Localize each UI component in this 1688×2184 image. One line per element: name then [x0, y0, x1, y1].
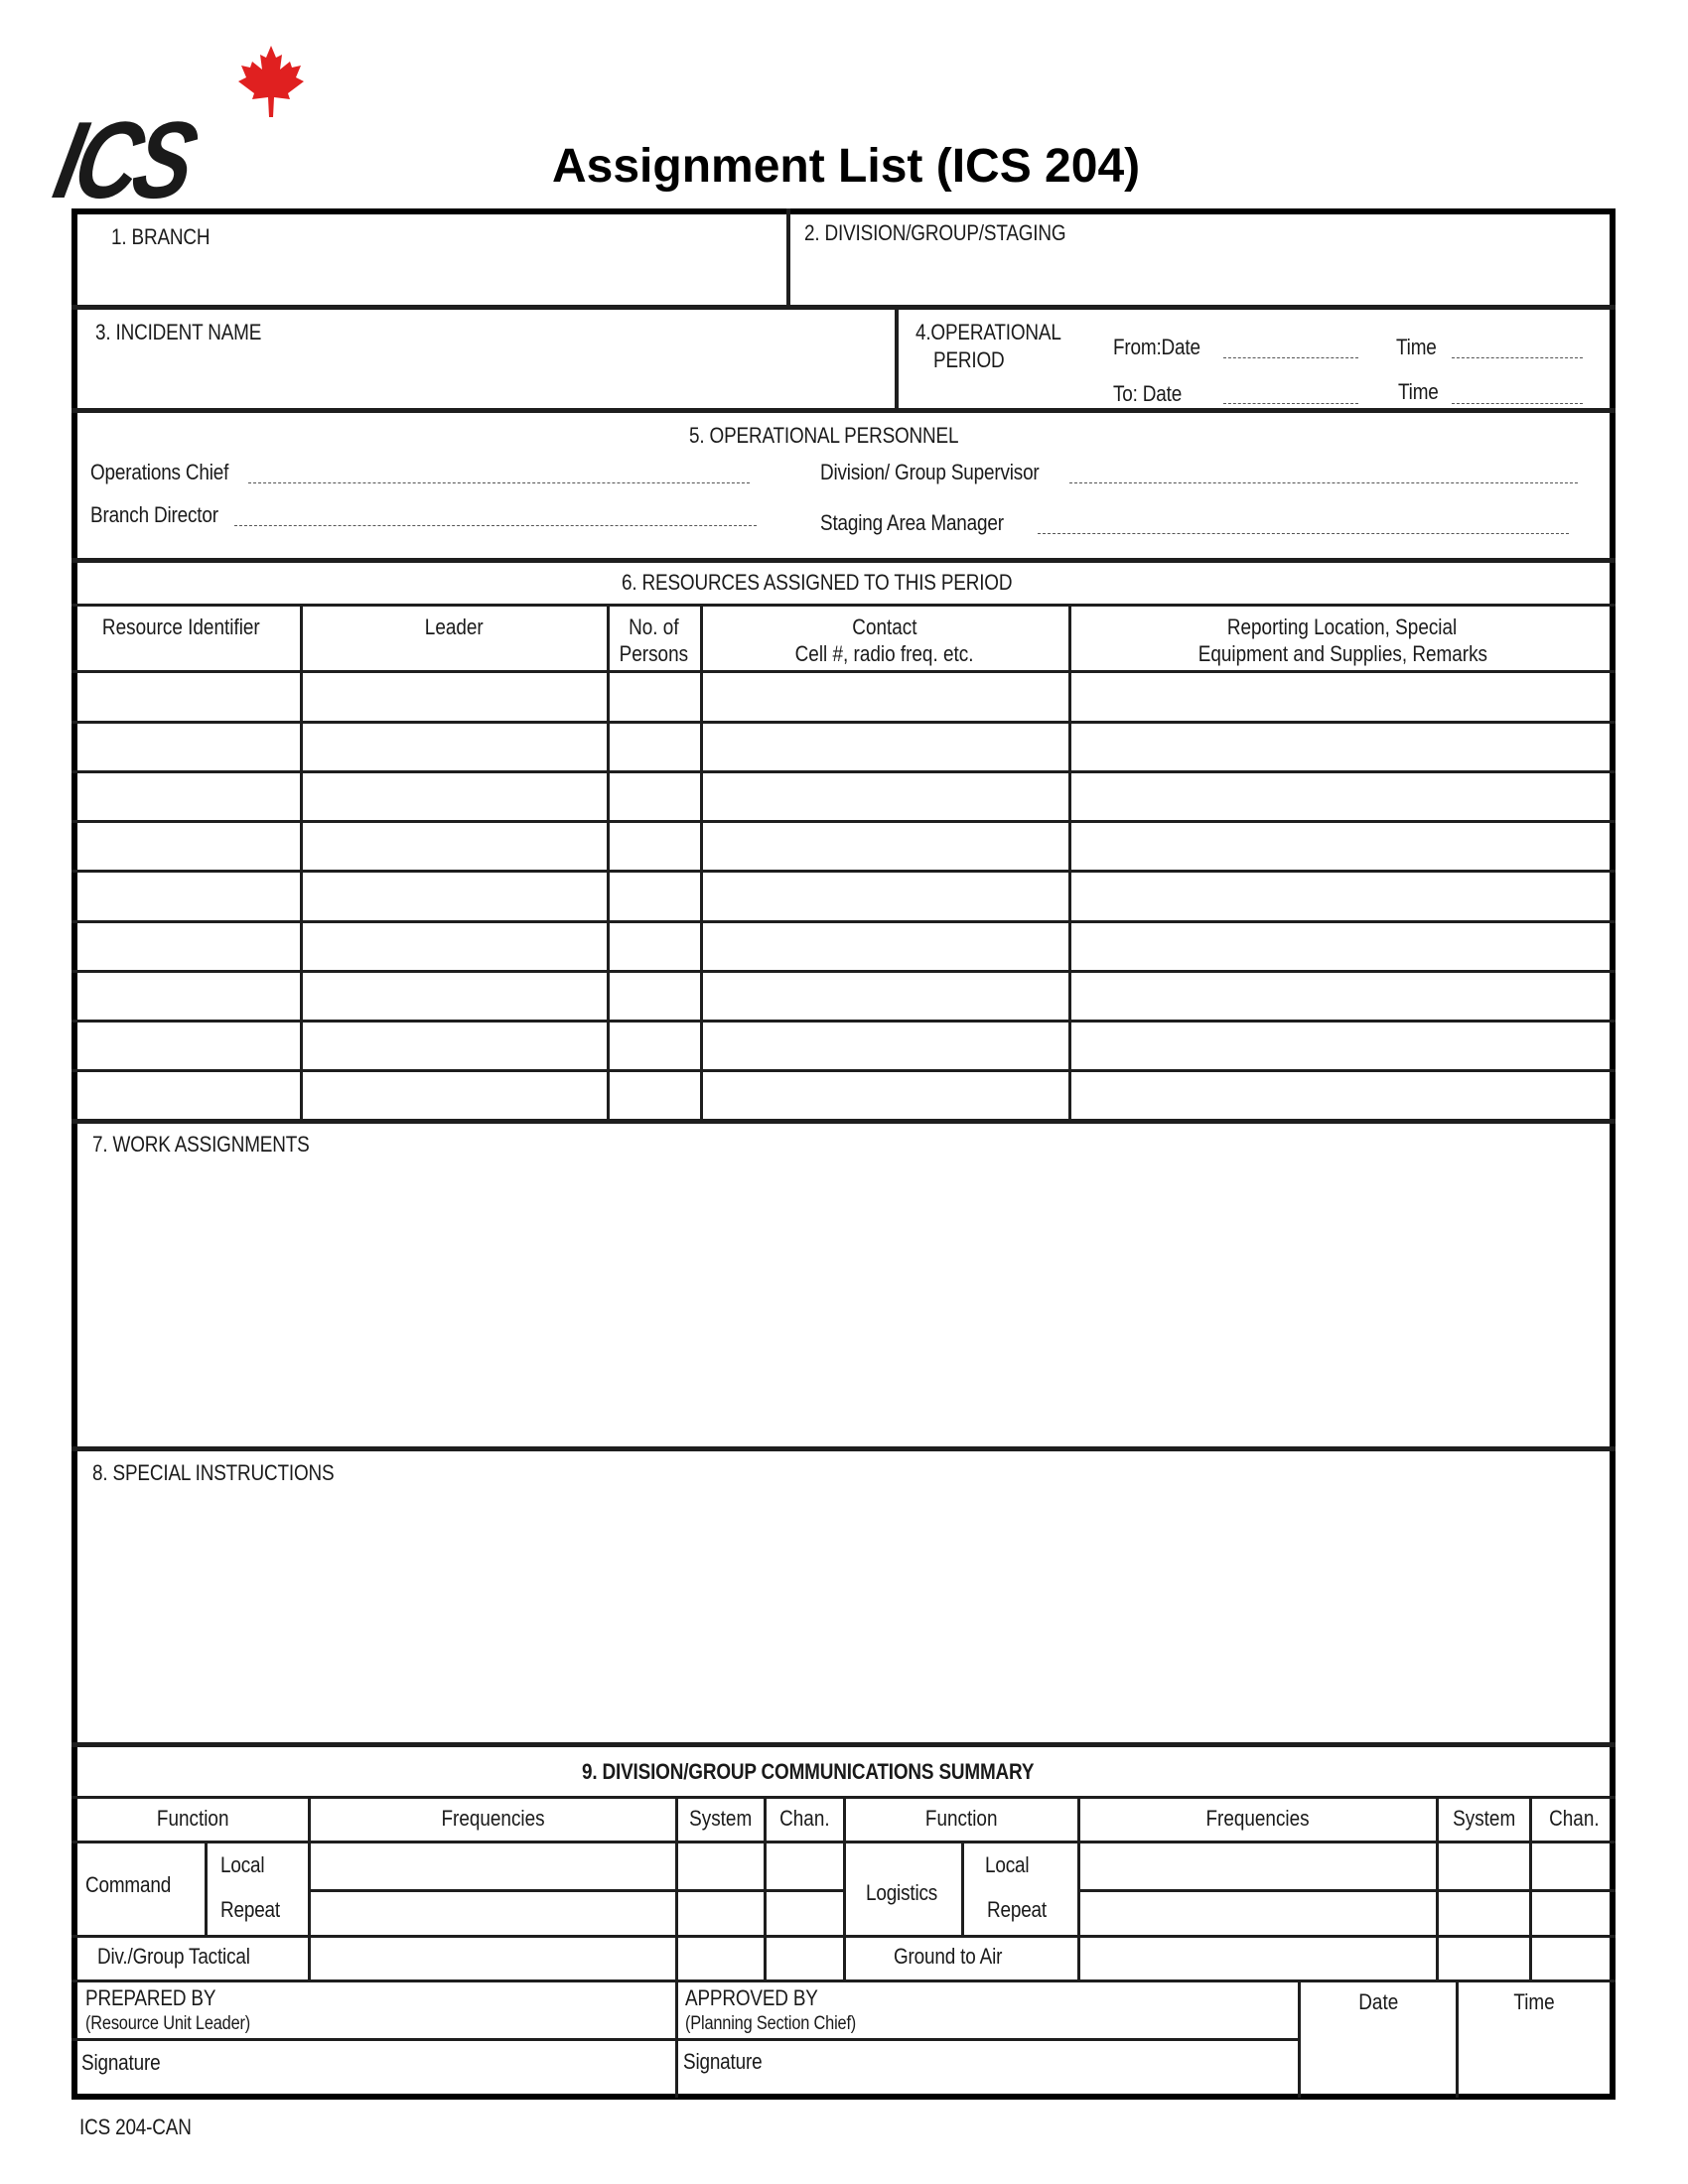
div-tactical-frequency[interactable]	[312, 1938, 675, 1979]
branch-director-field[interactable]	[234, 503, 757, 526]
divider	[71, 604, 1616, 607]
table-cell[interactable]	[302, 1072, 605, 1118]
table-cell[interactable]	[1070, 1072, 1606, 1118]
table-cell[interactable]	[609, 1072, 698, 1118]
col-resource-identifier: Resource Identifier	[101, 614, 260, 639]
divider	[895, 308, 899, 411]
command-repeat-frequency[interactable]	[312, 1892, 675, 1934]
special-instructions-label: 8. SPECIAL INSTRUCTIONS	[92, 1460, 335, 1485]
incident-name-label: 3. INCIDENT NAME	[95, 320, 262, 344]
table-cell[interactable]	[609, 973, 698, 1019]
table-cell[interactable]	[77, 674, 298, 720]
operational-period-label: 4.OPERATIONAL	[915, 320, 1061, 344]
table-cell[interactable]	[1070, 724, 1606, 769]
command-local-label: Local	[220, 1852, 265, 1877]
logistics-label: Logistics	[866, 1880, 938, 1905]
table-cell[interactable]	[1070, 923, 1606, 969]
maple-leaf-icon	[238, 46, 304, 117]
time-field[interactable]	[1461, 2020, 1610, 2094]
table-cell[interactable]	[302, 1023, 605, 1068]
division-group-staging-label: 2. DIVISION/GROUP/STAGING	[804, 220, 1066, 245]
resources-assigned-label: 6. RESOURCES ASSIGNED TO THIS PERIOD	[622, 570, 1013, 595]
prepared-by-label: PREPARED BY	[85, 1985, 216, 2010]
table-cell[interactable]	[1070, 773, 1606, 819]
to-time-label: Time	[1398, 379, 1439, 404]
table-cell[interactable]	[302, 773, 605, 819]
divider	[71, 305, 1616, 310]
table-cell[interactable]	[302, 873, 605, 918]
table-row	[77, 873, 1610, 918]
to-time-field[interactable]	[1452, 381, 1583, 404]
command-repeat-label: Repeat	[220, 1897, 280, 1922]
comms-frequencies-header-2: Frequencies	[1205, 1806, 1311, 1831]
logistics-local-label: Local	[985, 1852, 1030, 1877]
table-row	[77, 1023, 1610, 1068]
table-cell[interactable]	[1070, 674, 1606, 720]
divider	[71, 670, 1616, 673]
to-date-label: To: Date	[1113, 381, 1183, 406]
approved-by-label: APPROVED BY	[685, 1985, 818, 2010]
comms-chan-header: Chan.	[779, 1806, 830, 1831]
table-cell[interactable]	[702, 773, 1066, 819]
divider	[71, 558, 1616, 563]
comms-chan-header-2: Chan.	[1548, 1806, 1600, 1831]
divider	[71, 2038, 1300, 2041]
divider	[71, 408, 1616, 413]
work-assignments-field[interactable]	[79, 1161, 1609, 1444]
logistics-local-frequency[interactable]	[1081, 1844, 1436, 1888]
approved-by-role: (Planning Section Chief)	[685, 2013, 857, 2034]
prepared-by-role: (Resource Unit Leader)	[85, 2013, 251, 2034]
incident-name-field[interactable]	[79, 347, 889, 405]
to-date-field[interactable]	[1223, 381, 1358, 404]
table-row	[77, 973, 1610, 1019]
staging-manager-field[interactable]	[1038, 511, 1569, 534]
division-supervisor-label: Division/ Group Supervisor	[820, 460, 1040, 484]
table-cell[interactable]	[77, 923, 298, 969]
table-row	[77, 1072, 1610, 1118]
operational-period-label-2: PERIOD	[933, 347, 1005, 372]
division-group-staging-field[interactable]	[794, 248, 1609, 303]
command-label: Command	[85, 1872, 172, 1897]
page-title: Assignment List (ICS 204)	[552, 140, 1141, 193]
operations-chief-label: Operations Chief	[90, 460, 229, 484]
operations-chief-field[interactable]	[248, 461, 750, 483]
table-cell[interactable]	[1070, 1023, 1606, 1068]
table-cell[interactable]	[609, 873, 698, 918]
special-instructions-field[interactable]	[79, 1489, 1609, 1739]
table-cell[interactable]	[1070, 823, 1606, 869]
table-cell[interactable]	[609, 773, 698, 819]
division-supervisor-field[interactable]	[1069, 461, 1578, 483]
ground-to-air-label: Ground to Air	[894, 1944, 1003, 1969]
logistics-repeat-frequency[interactable]	[1081, 1892, 1436, 1934]
prepared-signature-label: Signature	[81, 2050, 161, 2075]
command-local-frequency[interactable]	[312, 1844, 675, 1888]
branch-label: 1. BRANCH	[111, 224, 211, 249]
table-cell[interactable]	[77, 823, 298, 869]
table-cell[interactable]	[702, 873, 1066, 918]
table-cell[interactable]	[77, 873, 298, 918]
approved-signature-label: Signature	[683, 2049, 763, 2074]
divider	[71, 1742, 1616, 1747]
comms-frequencies-header: Frequencies	[441, 1806, 545, 1831]
table-cell[interactable]	[302, 823, 605, 869]
from-date-label: From:Date	[1113, 335, 1200, 359]
divider	[786, 208, 790, 308]
operational-personnel-label: 5. OPERATIONAL PERSONNEL	[689, 423, 959, 448]
divider	[675, 1980, 678, 2098]
comms-system-header: System	[689, 1806, 753, 1831]
divider	[71, 1119, 1616, 1124]
col-leader: Leader	[424, 614, 484, 639]
approved-signature-field[interactable]	[780, 2043, 1292, 2093]
time-label: Time	[1513, 1989, 1555, 2014]
col-persons: No. of Persons	[619, 614, 688, 666]
from-date-field[interactable]	[1223, 336, 1358, 358]
table-row	[77, 923, 1610, 969]
table-cell[interactable]	[1070, 973, 1606, 1019]
logistics-repeat-label: Repeat	[987, 1897, 1047, 1922]
table-cell[interactable]	[77, 973, 298, 1019]
table-cell[interactable]	[302, 923, 605, 969]
table-cell[interactable]	[609, 724, 698, 769]
table-row	[77, 823, 1610, 869]
comms-summary-label: 9. DIVISION/GROUP COMMUNICATIONS SUMMARY	[582, 1759, 1035, 1784]
table-cell[interactable]	[77, 773, 298, 819]
ground-to-air-frequency[interactable]	[1081, 1938, 1436, 1979]
comms-function-header: Function	[156, 1806, 229, 1831]
table-cell[interactable]	[77, 1023, 298, 1068]
date-field[interactable]	[1303, 2020, 1454, 2094]
table-cell[interactable]	[702, 724, 1066, 769]
table-cell[interactable]	[302, 674, 605, 720]
divider	[71, 1446, 1616, 1451]
staging-manager-label: Staging Area Manager	[820, 510, 1004, 535]
table-cell[interactable]	[609, 1023, 698, 1068]
div-group-tactical-label: Div./Group Tactical	[97, 1944, 250, 1969]
col-contact: Contact Cell #, radio freq. etc.	[795, 614, 974, 666]
table-cell[interactable]	[702, 674, 1066, 720]
table-cell[interactable]	[77, 724, 298, 769]
table-cell[interactable]	[302, 724, 605, 769]
from-time-field[interactable]	[1452, 336, 1583, 358]
table-row	[77, 724, 1610, 769]
work-assignments-label: 7. WORK ASSIGNMENTS	[92, 1132, 310, 1157]
branch-director-label: Branch Director	[90, 502, 218, 527]
table-cell[interactable]	[302, 973, 605, 1019]
divider	[71, 1841, 1616, 1843]
table-cell[interactable]	[1070, 873, 1606, 918]
col-reporting-location: Reporting Location, Special Equipment and Supplies, Remarks	[1197, 614, 1487, 666]
prepared-signature-field[interactable]	[179, 2043, 670, 2093]
from-time-label: Time	[1396, 335, 1437, 359]
table-cell[interactable]	[609, 674, 698, 720]
ics-logo: ICS	[45, 99, 203, 221]
date-label: Date	[1358, 1989, 1398, 2014]
table-row	[77, 674, 1610, 720]
table-cell[interactable]	[702, 1072, 1066, 1118]
table-cell[interactable]	[702, 923, 1066, 969]
table-cell[interactable]	[77, 1072, 298, 1118]
branch-field[interactable]	[79, 248, 784, 303]
table-cell[interactable]	[609, 823, 698, 869]
comms-function-header-2: Function	[925, 1806, 998, 1831]
divider	[205, 1843, 208, 1936]
table-cell[interactable]	[702, 823, 1066, 869]
comms-system-header-2: System	[1452, 1806, 1516, 1831]
divider	[961, 1843, 964, 1936]
table-cell[interactable]	[609, 923, 698, 969]
form-id: ICS 204-CAN	[79, 2115, 192, 2139]
table-cell[interactable]	[702, 973, 1066, 1019]
table-cell[interactable]	[702, 1023, 1066, 1068]
table-row	[77, 773, 1610, 819]
